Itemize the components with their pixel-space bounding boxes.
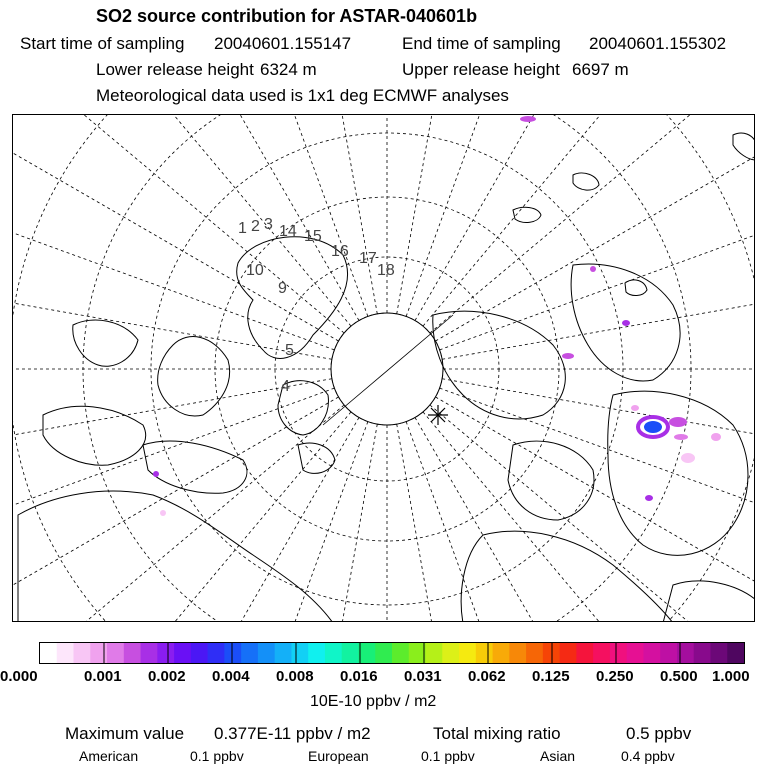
track-label: 2 — [251, 218, 260, 235]
meridian-line — [406, 115, 626, 316]
color-swatch — [476, 643, 493, 663]
color-tick-label: 0.250 — [596, 668, 634, 685]
track-label: 3 — [264, 216, 273, 233]
color-swatch — [627, 643, 644, 663]
american-label: American — [79, 748, 139, 764]
color-swatch — [342, 643, 359, 663]
color-swatch — [40, 643, 57, 663]
color-tick-label: 0.002 — [148, 668, 186, 685]
lower-height-label: Lower release height — [96, 60, 254, 79]
meridian-line — [37, 417, 359, 622]
meridian-line — [265, 424, 377, 622]
color-swatch — [258, 643, 275, 663]
map-title: SO2 source contribution for ASTAR-040601b — [96, 6, 478, 26]
track-label: 17 — [359, 250, 377, 267]
color-swatch — [392, 643, 409, 663]
meteo-data-note: Meteorological data used is 1x1 deg ECMWF analyses — [96, 86, 509, 105]
pole-circle — [331, 313, 443, 425]
color-tick-label: 0.016 — [340, 668, 378, 685]
color-swatch — [509, 643, 526, 663]
color-swatch — [593, 643, 610, 663]
track-label: 15 — [304, 228, 322, 245]
color-tick-label: 0.000 — [0, 668, 38, 685]
meridian-line — [440, 388, 755, 608]
color-swatch — [710, 643, 727, 663]
european-label: European — [308, 748, 369, 764]
color-swatch — [610, 643, 627, 663]
meridian-line — [435, 397, 755, 622]
release-star-icon — [428, 405, 448, 425]
color-swatch — [727, 643, 744, 663]
color-swatch — [208, 643, 225, 663]
color-swatch — [191, 643, 208, 663]
color-tick-label: 1.000 — [712, 668, 750, 685]
color-swatch — [90, 643, 107, 663]
color-scale-units: 10E-10 ppbv / m2 — [310, 693, 437, 710]
meridian-line — [13, 397, 339, 622]
track-label: 4 — [281, 378, 290, 395]
upper-height-label: Upper release height — [402, 60, 560, 79]
color-swatch — [74, 643, 91, 663]
start-time-label: Start time of sampling — [20, 34, 185, 53]
color-swatch — [526, 643, 543, 663]
color-swatch — [275, 643, 292, 663]
color-swatch — [141, 643, 158, 663]
color-tick-label: 0.004 — [212, 668, 250, 685]
color-swatch — [426, 643, 443, 663]
track-label: 16 — [331, 243, 349, 260]
latitude-circle — [275, 257, 499, 481]
asian-label: Asian — [540, 748, 576, 764]
end-time-label: End time of sampling — [402, 34, 561, 53]
color-swatch — [560, 643, 577, 663]
track-label: 10 — [246, 262, 264, 279]
track-label: 1 — [238, 220, 247, 237]
color-swatch — [308, 643, 325, 663]
track-label: 5 — [285, 342, 294, 359]
color-swatch — [459, 643, 476, 663]
meridian-line — [440, 130, 755, 350]
start-time-value: 20040601.155147 — [214, 34, 352, 53]
coastlines — [18, 133, 755, 622]
meridian-line — [415, 417, 737, 622]
color-tick-label: 0.500 — [660, 668, 698, 685]
european-value: 0.1 ppbv — [421, 748, 475, 764]
color-swatch — [224, 643, 241, 663]
color-tick-label: 0.062 — [468, 668, 506, 685]
color-tick-label: 0.008 — [276, 668, 314, 685]
total-mixing-value: 0.5 ppbv — [626, 724, 692, 743]
track-label: 14 — [279, 223, 297, 240]
color-swatch — [157, 643, 174, 663]
meridian-line — [397, 424, 509, 622]
color-tick-label: 0.031 — [404, 668, 442, 685]
meridian-line — [13, 379, 332, 491]
color-swatch — [543, 643, 560, 663]
color-swatch — [358, 643, 375, 663]
color-swatch — [643, 643, 660, 663]
color-swatch — [493, 643, 510, 663]
total-mixing-label: Total mixing ratio — [433, 724, 561, 743]
color-swatch — [375, 643, 392, 663]
color-tick-label: 0.001 — [84, 668, 122, 685]
meridian-line — [406, 422, 626, 622]
meridian-line — [148, 115, 368, 316]
max-value: 0.377E-11 ppbv / m2 — [214, 724, 371, 743]
meridian-line — [435, 115, 755, 341]
track-label: 9 — [278, 280, 287, 297]
max-value-label: Maximum value — [65, 724, 185, 743]
meridian-line — [13, 388, 334, 608]
color-swatch — [576, 643, 593, 663]
upper-height-value: 6697 m — [572, 60, 629, 79]
color-swatch — [660, 643, 677, 663]
color-swatch — [325, 643, 342, 663]
color-swatch — [409, 643, 426, 663]
color-tick-label: 0.125 — [532, 668, 570, 685]
color-swatch — [291, 643, 308, 663]
color-swatch — [174, 643, 191, 663]
meridian-line — [430, 115, 755, 333]
color-scale-bar — [39, 642, 745, 664]
american-value: 0.1 ppbv — [190, 748, 244, 764]
color-swatch — [107, 643, 124, 663]
latitude-circle — [215, 197, 559, 541]
polar-map — [12, 114, 755, 622]
meridian-line — [397, 115, 509, 314]
asian-value: 0.4 ppbv — [621, 748, 675, 764]
color-swatch — [57, 643, 74, 663]
track-label: 18 — [377, 262, 395, 279]
lower-height-value: 6324 m — [260, 60, 317, 79]
color-swatch — [241, 643, 258, 663]
end-time-value: 20040601.155302 — [589, 34, 727, 53]
latitude-circle — [331, 313, 443, 425]
color-swatch — [124, 643, 141, 663]
color-swatch — [442, 643, 459, 663]
color-swatch — [694, 643, 711, 663]
map-graphics — [13, 115, 755, 622]
meridian-line — [430, 405, 755, 622]
